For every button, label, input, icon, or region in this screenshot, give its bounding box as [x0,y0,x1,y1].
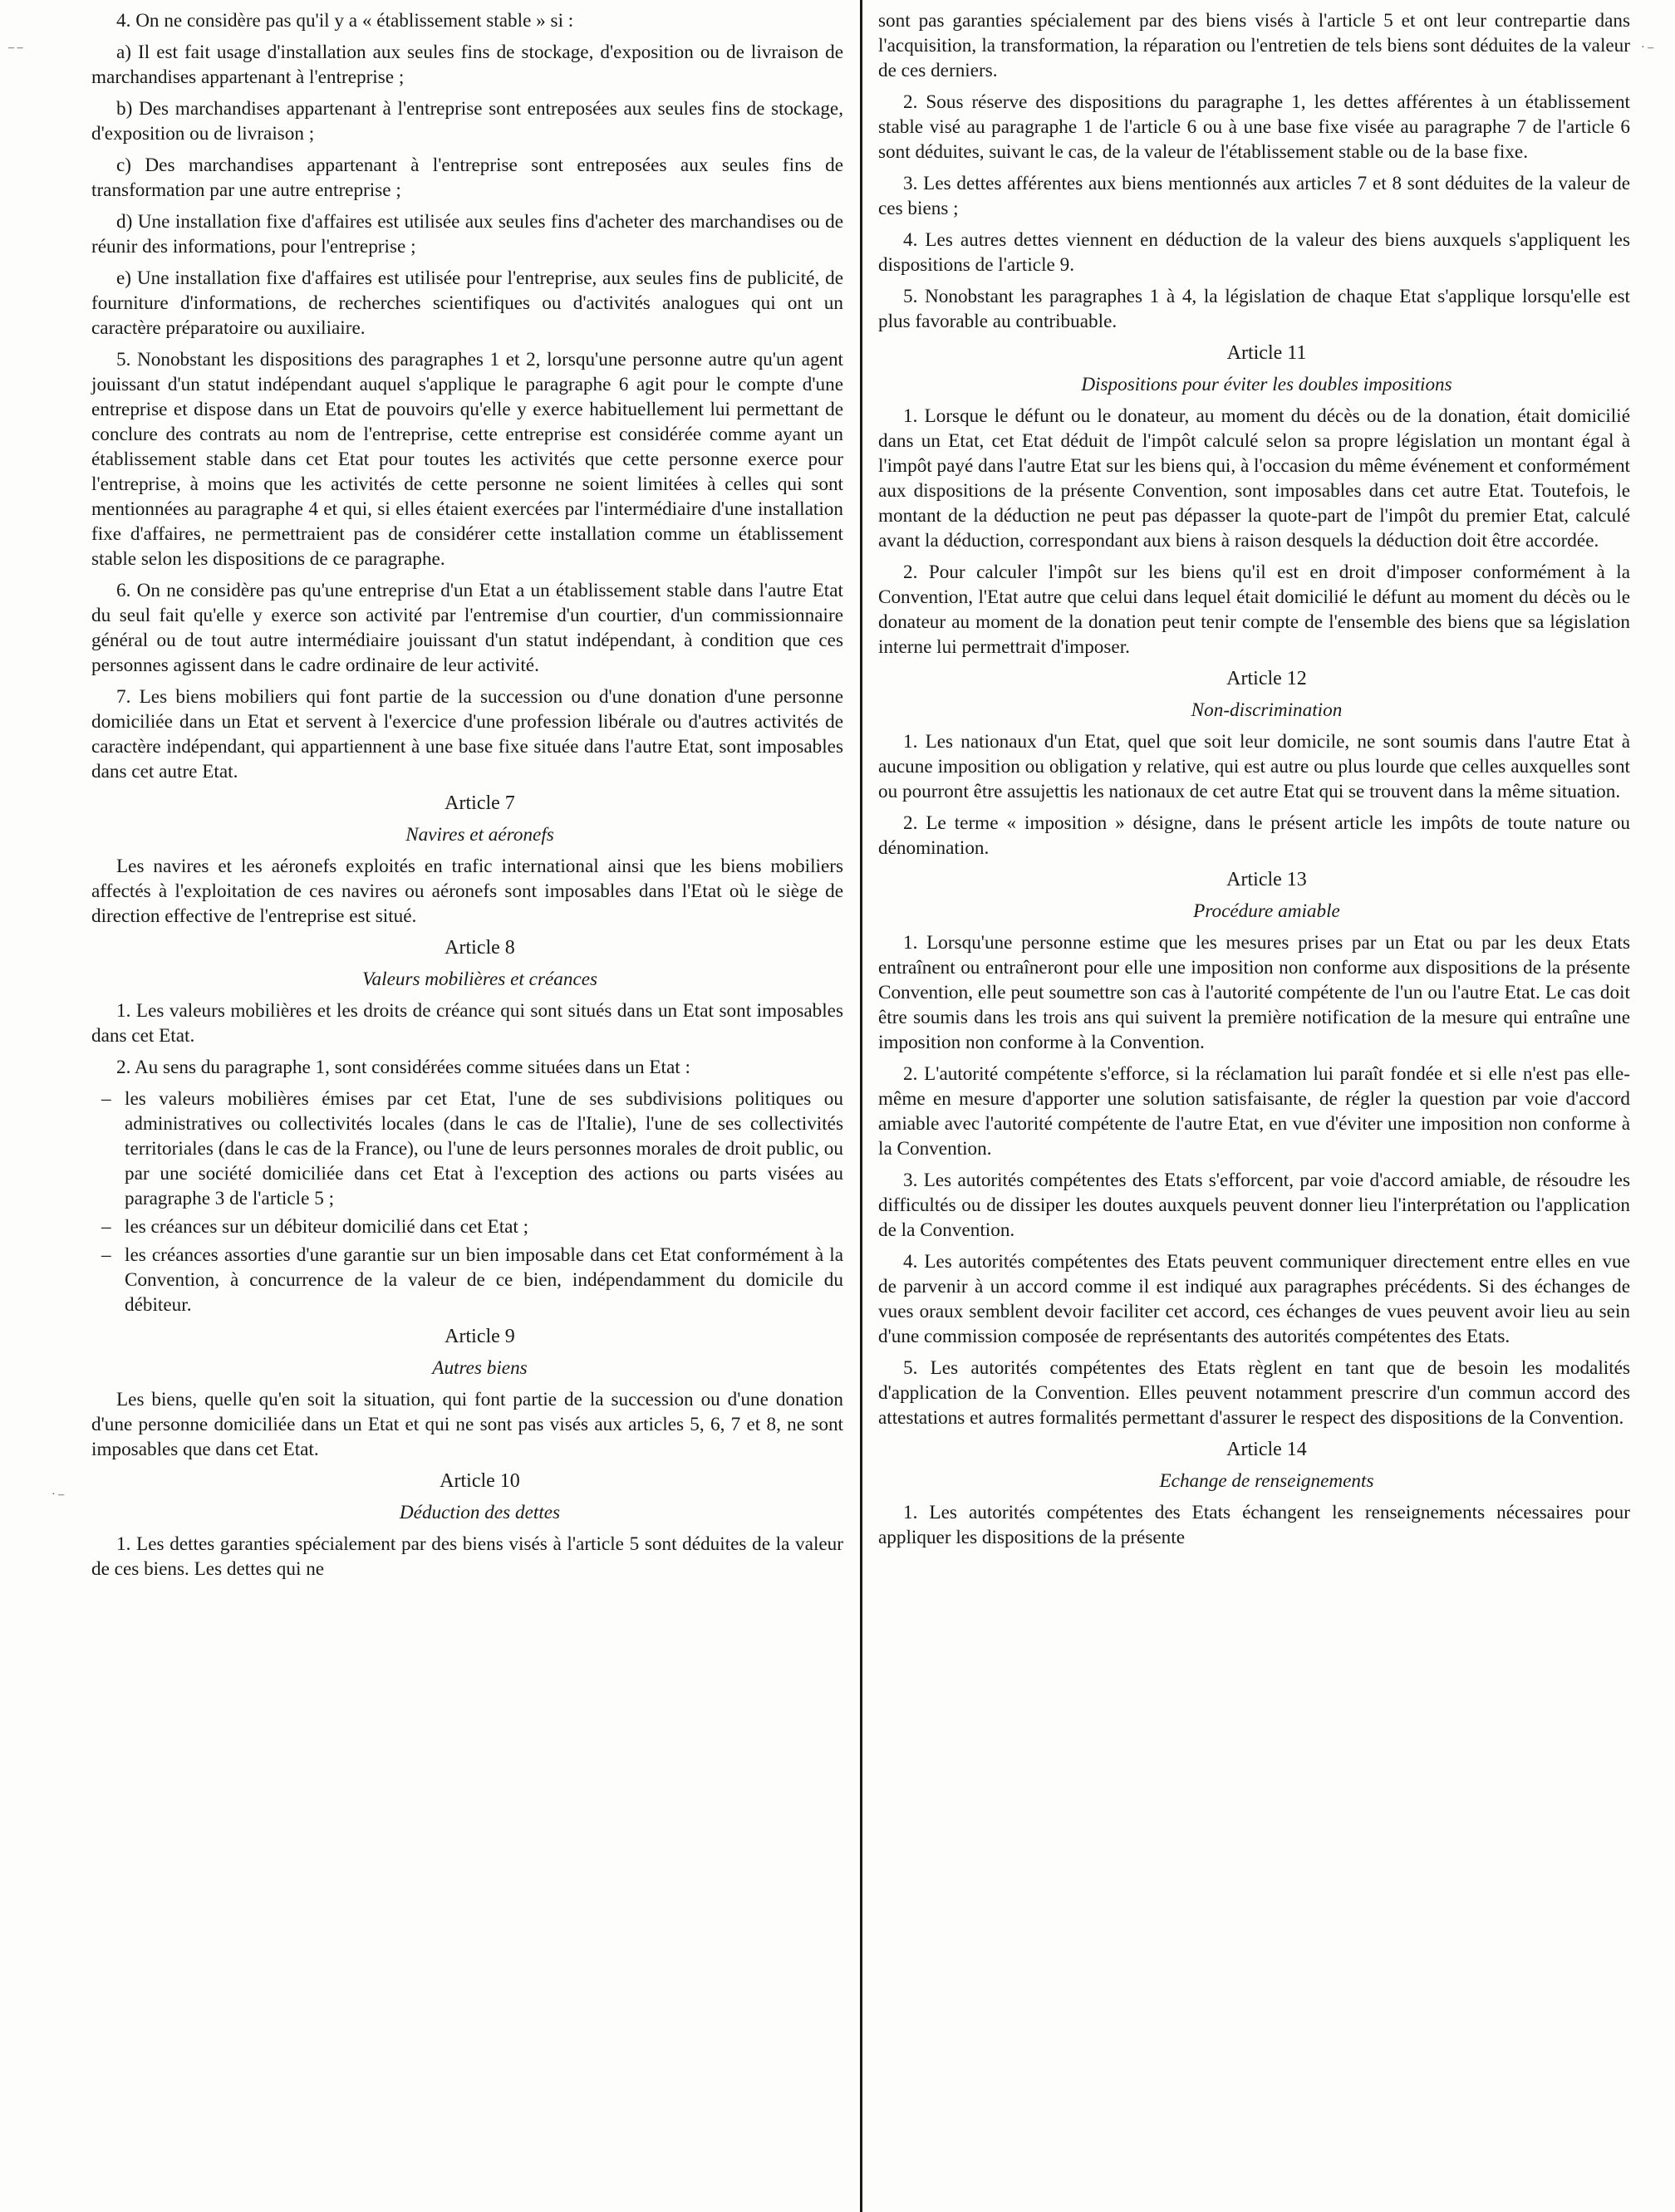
article-subtitle: Déduction des dettes [399,1502,561,1523]
right-column [878,8,1630,1557]
article-subtitle: Non-discrimination [1191,699,1343,721]
paragraph: 2. Pour calculer l'impôt sur les biens qu'il est en droit d'imposer conformément à la Convention, l'Etat autre que celui dans lequel était domicilié le défunt au moment du décès ou le donateur au moment de la donation peut tenir compte de l'ensemble des biens que sa législation interne lui permettrait d'imposer. [878,562,1630,658]
paragraph: Les navires et les aéronefs exploités en trafic international ainsi que les biens mobiliers affectés à l'exploitation de ces navires ou aéronefs sont imposables dans l'Etat où le siège de direction effective de l'entreprise est situé. [91,856,843,927]
list-item: e) Une installation fixe d'affaires est utilisée pour l'entreprise, aux seules fins de publicité, de fourniture d'informations, de recherches scientifiques ou d'activités analogues qui ont un caractère préparatoire ou auxiliaire. [91,267,843,339]
list-item: a) Il est fait usage d'installation aux seules fins de stockage, d'exposition ou de livraison de marchandises appartenant à l'entreprise ; [91,42,843,88]
list-item: – les créances sur un débiteur domicilié dans cet Etat ; [125,1214,843,1239]
article-heading: Article 9 [445,1326,515,1347]
article-subtitle: Procédure amiable [1193,900,1340,922]
article-heading: Article 8 [445,937,515,959]
paragraph: 3. Les dettes afférentes aux biens mentionnés aux articles 7 et 8 sont déduites de la valeur de ces biens ; [878,173,1630,219]
scan-speck: · – [1641,42,1654,54]
paragraph: 1. Les nationaux d'un Etat, quel que soit leur domicile, ne sont soumis dans l'autre Etat à aucune imposition ou obligation y relative, qui est autre ou plus lourde que celles auxquelles sont ou pourront être assujettis les nationaux de cet autre Etat qui se trouvent dans la même situation. [878,731,1630,802]
paragraph: 2. Sous réserve des dispositions du paragraphe 1, les dettes afférentes à un établissement stable visé au paragraphe 1 de l'article 6 ou à une base fixe visée au paragraphe 7 de l'article 6 sont déduites, suivant le cas, de la valeur de l'établissement stable ou de la base fixe. [878,91,1630,163]
paragraph: sont pas garanties spécialement par des biens visés à l'article 5 et ont leur contrepartie dans l'acquisition, la transformation, la réparation ou l'entretien de tels biens sont déduites de la valeur de ces derniers. [878,10,1630,81]
paragraph: 1. Les valeurs mobilières et les droits de créance qui sont situés dans un Etat sont imposables dans cet Etat. [91,1000,843,1047]
paragraph: 3. Les autorités compétentes des Etats s'efforcent, par voie d'accord amiable, de résoudre les difficultés ou de dissiper les doutes auxquels peuvent donner lieu l'interprétation ou l'application de la Convention. [878,1170,1630,1241]
paragraph: 5. Nonobstant les dispositions des paragraphes 1 et 2, lorsqu'une personne autre qu'un agent jouissant d'un statut indépendant auquel s'applique le paragraphe 6 agit pour le compte d'une entreprise et dispose dans un Etat de pouvoirs qu'elle y exerce habituellement lui permettant de conclure des contrats au nom de l'entreprise, cette entreprise est considérée comme ayant un établissement stable dans cet Etat pour toutes les activités que cette personne exerce pour l'entreprise, à moins que les activités de cette personne ne soient limitées à celles qui sont mentionnées au paragraphe 4 et qui, si elles étaient exercées par l'intermédiaire d'une installation fixe d'affaires, ne permettraient pas de considérer cette installation comme un établissement stable selon les dispositions de ce paragraphe. [91,349,843,570]
article-heading: Article 11 [1226,342,1307,364]
paragraph: 7. Les biens mobiliers qui font partie de la succession ou d'une donation d'une personne domiciliée dans un Etat et servent à l'exercice d'une profession libérale ou d'autres activités de caractère indépendant, qui appartiennent à une base fixe située dans l'autre Etat, sont imposables dans cet autre Etat. [91,686,843,782]
paragraph: 4. On ne considère pas qu'il y a « établissement stable » si : [116,10,574,32]
article-subtitle: Dispositions pour éviter les doubles impositions [1081,374,1452,395]
article-subtitle: Echange de renseignements [1159,1470,1374,1492]
article-heading: Article 7 [445,792,515,814]
article-subtitle: Valeurs mobilières et créances [361,969,598,990]
paragraph: 4. Les autres dettes viennent en déduction de la valeur des biens auxquels s'appliquent les dispositions de l'article 9. [878,229,1630,276]
scan-speck: · – [52,1489,65,1501]
left-column [91,8,843,1588]
paragraph: 1. Les dettes garanties spécialement par des biens visés à l'article 5 sont déduites de la valeur de ces biens. Les dettes qui ne [91,1533,843,1580]
list-item: c) Des marchandises appartenant à l'entreprise sont entreposées aux seules fins de transformation par une autre entreprise ; [91,154,843,201]
paragraph: 2. Le terme « imposition » désigne, dans le présent article les impôts de toute nature ou dénomination. [878,812,1630,859]
article-subtitle: Navires et aéronefs [405,824,554,846]
article-subtitle: Autres biens [432,1357,528,1379]
list-item: – les valeurs mobilières émises par cet Etat, l'une de ses subdivisions politiques ou administratives ou collectivités locales (dans le cas de l'Italie), l'une de ses collectivités territoriales (dans le cas de la France), ou l'une de leurs personnes morales de droit public, ou par une société domiciliée dans cet Etat à l'exception des actions ou parts visées au paragraphe 3 de l'article 5 ; [125,1086,843,1211]
article-heading: Article 14 [1226,1439,1307,1460]
paragraph: 4. Les autorités compétentes des Etats peuvent communiquer directement entre elles en vue de parvenir à un accord comme il est indiqué aux paragraphes précédents. Si des échanges de vues oraux semblent devoir faciliter cet accord, ces échanges de vues peuvent avoir lieu au sein d'une commission composée de représentants des autorités compétentes des Etats. [878,1251,1630,1347]
column-divider [860,0,862,2212]
paragraph: 5. Nonobstant les paragraphes 1 à 4, la législation de chaque Etat s'applique lorsqu'elle est plus favorable au contribuable. [878,286,1630,332]
dash-list [91,1086,843,1317]
paragraph: Les biens, quelle qu'en soit la situation, qui font partie de la succession ou d'une donation d'une personne domiciliée dans un Etat et qui ne sont pas visés aux articles 5, 6, 7 et 8, ne sont imposables que dans cet Etat. [91,1389,843,1460]
paragraph: 1. Lorsqu'une personne estime que les mesures prises par un Etat ou par les deux Etats entraînent ou entraîneront pour elle une imposition non conforme aux dispositions de la présente Convention, elle peut soumettre son cas à l'autorité compétente de l'un ou l'autre Etat. Le cas doit être soumis dans les trois ans qui suivent la première notification de la mesure qui entraîne une imposition non conforme à la Convention. [878,932,1630,1053]
scan-speck: – – [8,42,23,54]
paragraph: 2. Au sens du paragraphe 1, sont considérées comme situées dans un Etat : [116,1057,690,1078]
article-heading: Article 13 [1226,869,1307,890]
paragraph: 6. On ne considère pas qu'une entreprise d'un Etat a un établissement stable dans l'autre Etat du seul fait qu'elle y exerce son activité par l'entremise d'un courtier, d'un commissionnaire général ou de tout autre intermédiaire jouissant d'un statut indépendant, à condition que ces personnes agissent dans le cadre ordinaire de leur activité. [91,580,843,676]
paragraph: 1. Lorsque le défunt ou le donateur, au moment du décès ou de la donation, était domicilié dans un Etat, cet Etat déduit de l'impôt calculé selon sa propre législation un montant égal à l'impôt payé dans l'autre Etat sur les biens qui, à l'occasion du même événement et conformément aux dispositions de la présente Convention, sont imposables dans cet autre Etat. Toutefois, le montant de la déduction ne peut pas dépasser la quote-part de l'impôt du premier Etat, calculé avant la déduction, correspondant aux biens à raison desquels la déduction doit être accordée. [878,405,1630,552]
list-item: – les créances assorties d'une garantie sur un bien imposable dans cet Etat conformément à la Convention, à concurrence de la valeur de ce bien, indépendamment du domicile du débiteur. [125,1243,843,1317]
article-heading: Article 10 [440,1470,520,1492]
paragraph: 2. L'autorité compétente s'efforce, si la réclamation lui paraît fondée et si elle n'est pas elle-même en mesure d'apporter une solution satisfaisante, de régler la question par voie d'accord amiable avec l'autorité compétente de l'autre Etat, en vue d'éviter une imposition non conforme à la Convention. [878,1063,1630,1160]
list-item: b) Des marchandises appartenant à l'entreprise sont entreposées aux seules fins de stockage, d'exposition ou de livraison ; [91,98,843,145]
paragraph: 1. Les autorités compétentes des Etats échangent les renseignements nécessaires pour appliquer les dispositions de la présente [878,1502,1630,1548]
list-item: d) Une installation fixe d'affaires est utilisée aux seules fins d'acheter des marchandises ou de réunir des informations, pour l'entreprise ; [91,211,843,257]
article-heading: Article 12 [1226,668,1307,689]
paragraph: 5. Les autorités compétentes des Etats règlent en tant que de besoin les modalités d'application de la Convention. Elles peuvent notamment prescrire d'un commun accord des attestations et autres formalités permettant d'assurer le respect des dispositions de la Convention. [878,1357,1630,1429]
